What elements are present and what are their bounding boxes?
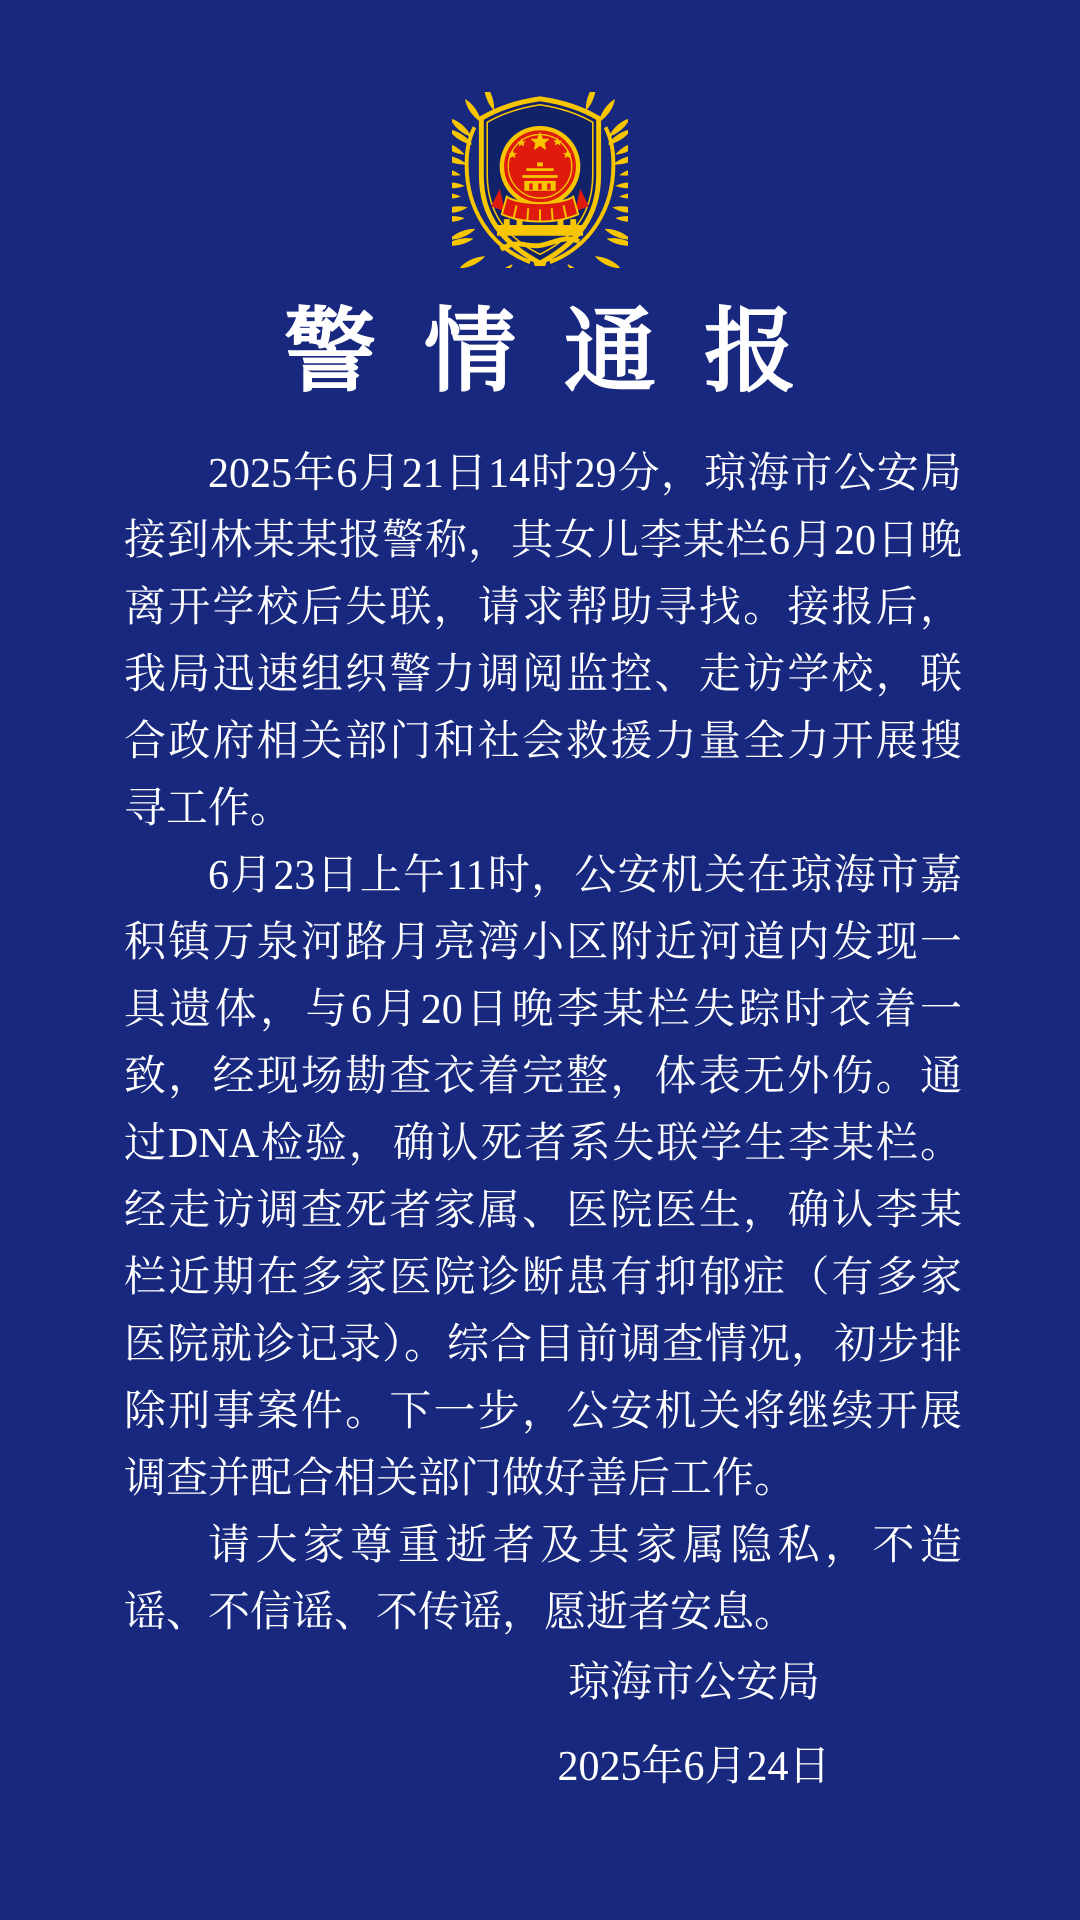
signature-date: 2025年6月24日 <box>557 1744 831 1790</box>
signature-agency: 琼海市公安局 <box>567 1660 821 1706</box>
police-badge-icon <box>452 92 628 268</box>
notice-title <box>0 292 1080 412</box>
signature-block <box>557 1641 830 1809</box>
notice-paragraph-3: 请大家尊重逝者及其家属隐私，不造谣、不信谣、不传谣，愿逝者安息。 <box>124 1523 962 1636</box>
notice-paragraph-1: 2025年6月21日14时29分，琼海市公安局接到林某某报警称，其女儿李某栏6月20日晚离开学校后失联，请求帮助寻找。接报后，我局迅速组织警力调阅监控、走访学校，联合政府相关部门和社会救援力量全力开展搜寻工作。 <box>124 451 962 832</box>
notice-title-text: 警情通报 <box>283 301 844 403</box>
notice-paragraph-2: 6月23日上午11时，公安机关在琼海市嘉积镇万泉河路月亮湾小区附近河道内发现一具遗体，与6月20日晚李某栏失踪时衣着一致，经现场勘查衣着完整，体表无外伤。通过DNA检验，确认死者系失联学生李某栏。经走访调查死者家属、医院医生，确认李某栏近期在多家医院诊断患有抑郁症（有多家医院就诊记录）。综合目前调查情况，初步排除刑事案件。下一步，公安机关将继续开展调查并配合相关部门做好善后工作。 <box>124 853 962 1502</box>
notice-body <box>124 441 962 1647</box>
